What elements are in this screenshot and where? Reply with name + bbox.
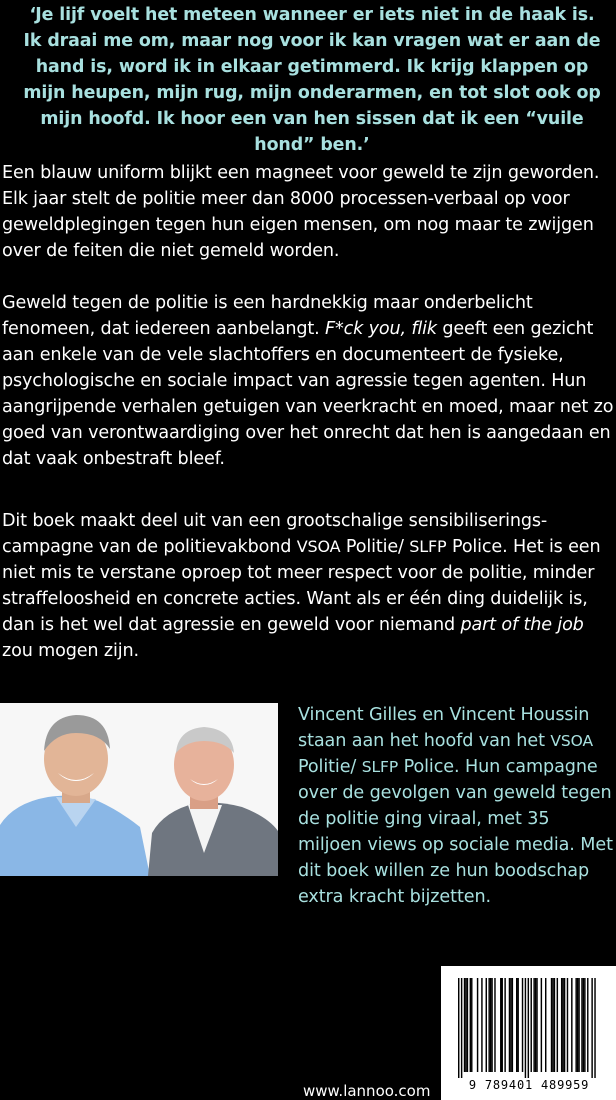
barcode-bar — [533, 978, 534, 1072]
barcode-bar — [477, 978, 478, 1072]
barcode-bar — [470, 978, 471, 1072]
bio-text-3: Police. Hun campagne over de gevolgen van geweld tegen de politie ging viraal, met 35 miljoen views op sociale media. Met dit boek willen ze hun boodschap extra kracht bijzetten. — [298, 757, 613, 907]
union-name-slfp: SLFP — [409, 537, 447, 556]
barcode-bar — [500, 978, 501, 1072]
authors-bio — [298, 702, 616, 910]
barcode-bar — [510, 978, 511, 1072]
barcode-bar — [554, 978, 555, 1072]
isbn-number: 9 789401 489959 — [468, 1078, 590, 1092]
barcode-bar — [461, 978, 462, 1078]
barcode-bar — [531, 978, 532, 1072]
authors-photo-illustration — [0, 703, 278, 876]
bio-union-slfp: SLFP — [361, 758, 399, 776]
barcode-bar — [561, 978, 562, 1072]
barcode-bar — [522, 978, 523, 1072]
barcode-bar — [562, 978, 563, 1072]
summary-paragraph-3 — [2, 508, 614, 664]
barcode-bar — [491, 978, 492, 1072]
barcode-bar — [486, 978, 487, 1072]
barcode-bar — [467, 978, 468, 1072]
p3-text-1: Dit boek maakt deel uit van een grootschalige sensibiliserings-campagne van de politievakbond — [2, 511, 548, 557]
barcode-bar — [471, 978, 472, 1072]
barcode-bar — [545, 978, 546, 1072]
barcode-bar — [512, 978, 513, 1072]
barcode-bar — [516, 978, 517, 1072]
barcode-bar — [571, 978, 572, 1072]
barcode-bar — [578, 978, 579, 1072]
barcode-bar — [490, 978, 491, 1072]
bio-text-1: Vincent Gilles en Vincent Houssin staan aan het hoofd van het — [298, 705, 590, 751]
barcode-bar — [525, 978, 526, 1078]
italic-phrase: part of the job — [460, 615, 584, 635]
summary-paragraph-2 — [2, 290, 614, 472]
barcode-bar — [587, 978, 588, 1072]
barcode-bar — [552, 978, 553, 1072]
bio-text-2: Politie/ — [298, 757, 362, 777]
barcode-bar — [567, 978, 568, 1072]
barcode-bar — [465, 978, 466, 1072]
authors-photo — [0, 703, 278, 876]
barcode-bar — [502, 978, 503, 1072]
barcode-bar — [557, 978, 558, 1072]
barcode-bar — [575, 978, 576, 1072]
barcode-bar — [464, 978, 465, 1072]
barcode-bar — [541, 978, 542, 1072]
barcode-bar — [581, 978, 582, 1072]
p2-text-before: Geweld tegen de politie is een hardnekkig maar onderbelicht fenomeen, dat iedereen aanbelangt. — [2, 293, 533, 339]
barcode-bar — [481, 978, 482, 1072]
barcode-bar — [528, 978, 529, 1078]
barcode-bar — [584, 978, 585, 1072]
barcode-bar — [564, 978, 565, 1072]
barcode-bar — [591, 978, 592, 1078]
barcode-bar — [458, 978, 459, 1078]
summary-paragraph-1: Een blauw uniform blijkt een magneet voor geweld te zijn geworden. Elk jaar stelt de politie meer dan 8000 processen-verbaal op voor geweldplegingen tegen hun eigen mensen, om nog maar te zwijgen over de feiten die niet gemeld worden. — [2, 163, 600, 261]
union-name-vsoa: VSOA — [296, 537, 341, 556]
barcode-bar — [509, 978, 510, 1072]
barcode-bar — [488, 978, 489, 1072]
back-cover-quote: ‘Je lijf voelt het meteen wanneer er iets niet in de haak is. Ik draai me om, maar nog voor ik kan vragen wat er aan de hand is, word ik in elkaar getimmerd. Ik krijg klappen op mijn heupen, mijn rug, mijn onderarmen, en tot slot ook op mijn hoofd. Ik hoor een van hen sissen dat ik een “vuile hond” ben.’ — [23, 5, 601, 155]
barcode-bar — [583, 978, 584, 1072]
publisher-website: www.lannoo.com — [303, 1082, 431, 1100]
p3-text-2: Politie/ — [340, 537, 410, 557]
bio-union-vsoa: VSOA — [550, 732, 593, 750]
isbn-barcode — [441, 966, 616, 1100]
barcode-bar — [577, 978, 578, 1072]
barcode-bar — [536, 978, 537, 1072]
p3-text-3: Police. Het is een niet mis te verstane oproep tot meer respect voor de politie, minder straffeloosheid en concrete acties. Want als er één ding duidelijk is, dan is het wel dat agressie en geweld voor niemand — [2, 537, 601, 635]
barcode-bars — [441, 966, 616, 1078]
barcode-bar — [494, 978, 495, 1072]
barcode-bar — [551, 978, 552, 1072]
barcode-bar — [504, 978, 505, 1072]
p3-text-4: zou mogen zijn. — [2, 641, 139, 661]
barcode-bar — [535, 978, 536, 1072]
barcode-bar — [594, 978, 595, 1078]
barcode-bar — [517, 978, 518, 1072]
book-title-inline: F*ck you, flik — [324, 319, 437, 339]
p2-text-after: geeft een gezicht aan enkele van de vele slachtoffers en documenteert de fysieke, psychologische en sociale impact van agressie tegen agenten. Hun aangrijpende verhalen getuigen van veerkracht en moed, maar net zo goed van verontwaardiging over het onrecht dat hen is aangedaan en dat vaak onbestraft bleef. — [2, 319, 614, 469]
